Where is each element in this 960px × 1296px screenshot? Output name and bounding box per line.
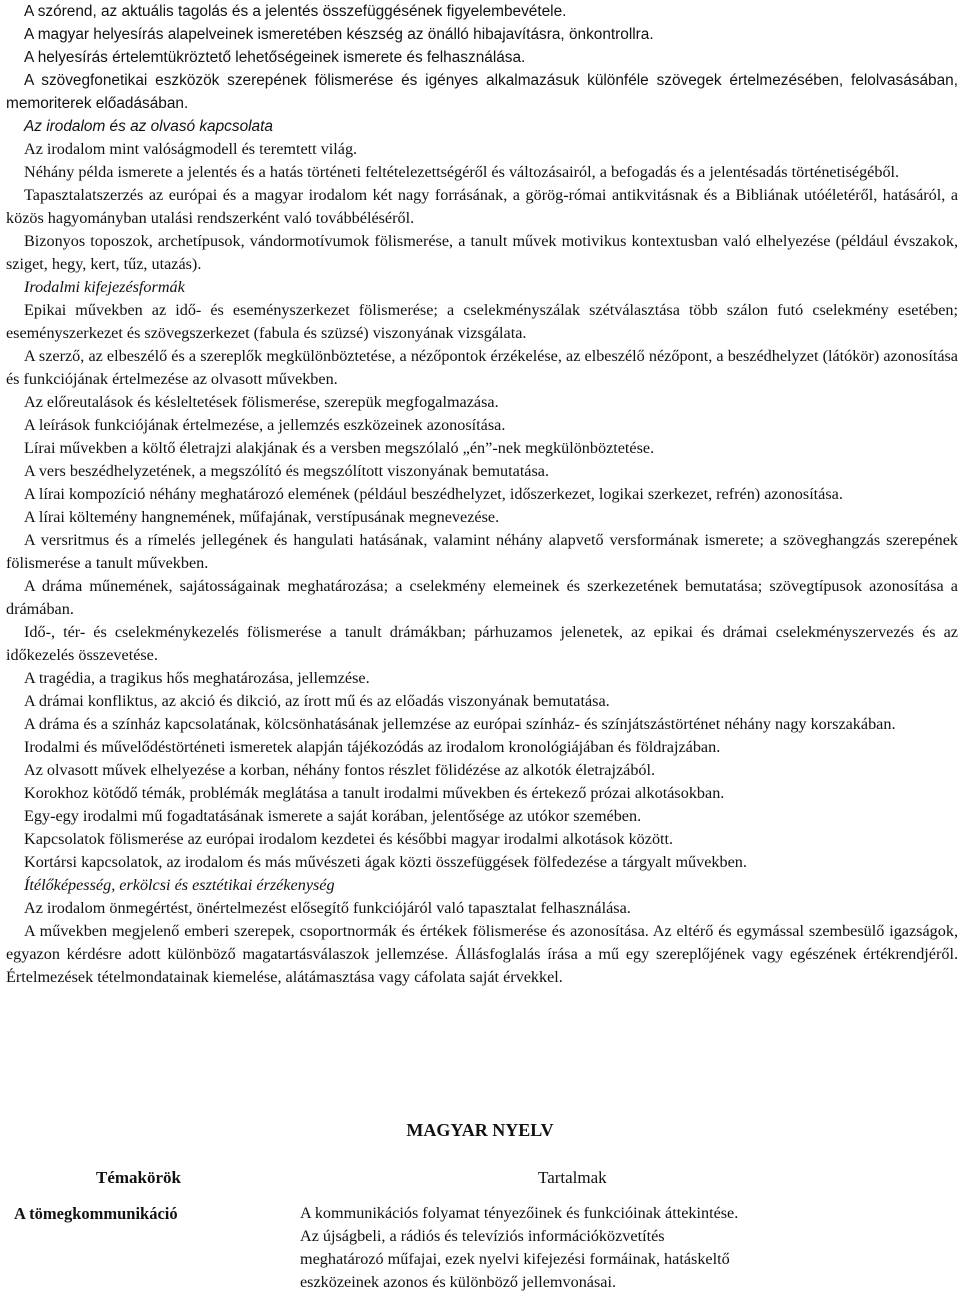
column-header-contents: Tartalmak (538, 1168, 607, 1187)
paragraph: Tapasztalatszerzés az európai és a magyar irodalom két nagy forrásának, a görög-római antikvitásnak és a Bibliának utóéletéről, hatásáról, a közös hagyományban utalási rendszerként való továbbéléséről. (6, 186, 958, 227)
paragraph: Az előreutalások és késleltetések fölismerése, szerepük megfogalmazása. (24, 393, 499, 411)
content-line: A kommunikációs folyamat tényezőinek és funkcióinak áttekintése. (300, 1204, 739, 1222)
paragraph: Epikai művekben az idő- és eseményszerkezet fölismerése; a cselekményszálak szétválasztása több szálon futó cselekmény esetében; eseményszerkezet és szövegszerkezet (fabula és szüzsé) viszonyának vizsgálata. (6, 301, 958, 342)
paragraph: Idő-, tér- és cselekménykezelés fölismerése a tanult drámákban; párhuzamos jelenetek, az epikai és drámai cselekményszervezés és az időkezelés összevetése. (6, 623, 958, 664)
paragraph: Az irodalom mint valóságmodell és teremtett világ. (24, 140, 358, 158)
paragraph: A helyesírás értelemtükröztető lehetőségeinek ismerete és felhasználása. (24, 49, 526, 66)
paragraph: A lírai kompozíció néhány meghatározó elemének (például beszédhelyzet, időszerkezet, logikai szerkezet, refrén) azonosítása. (24, 485, 843, 503)
paragraph: A szerző, az elbeszélő és a szereplők megkülönböztetése, a nézőpontok érzékelése, az elbeszélő nézőpont, a beszédhelyzet (látókör) azonosítása és funkciójának értelmezése az olvasott művekben. (6, 347, 958, 388)
paragraph: Az olvasott művek elhelyezése a korban, néhány fontos részlet fölidézése az alkotók életrajzából. (24, 761, 656, 779)
content-line: meghatározó műfajai, ezek nyelvi kifejezési formáinak, hatáskeltő (300, 1250, 730, 1268)
paragraph: A művekben megjelenő emberi szerepek, csoportnormák és értékek fölismerése és azonosítása. Az eltérő és egymással szembesülő igazságok, egyazon kérdésre adott különböző magatartásválaszok jellemzése. Állásfoglalás írása a mű egy szereplőjének vagy egészének értékrendjéről. Értelmezések tételmondatainak kiemelése, alátámasztása vagy cáfolata saját érvekkel. (6, 922, 958, 986)
paragraph: Néhány példa ismerete a jelentés és a hatás történeti feltételezettségéről és változásairól, a befogadás és a jelentésadás történetiségéből. (24, 163, 900, 181)
paragraph: Irodalmi és művelődéstörténeti ismeretek alapján tájékozódás az irodalom kronológiájában és földrajzában. (24, 738, 721, 756)
content-line: Az újságbeli, a rádiós és televíziós információközvetítés (300, 1227, 665, 1245)
section-subheading: Irodalmi kifejezésformák (24, 278, 185, 296)
topic-contents (300, 1202, 900, 1294)
paragraph: Korokhoz kötődő témák, problémák meglátása a tanult irodalmi művekben és értekező prózai alkotásokban. (24, 784, 725, 802)
paragraph: Egy-egy irodalmi mű fogadtatásának ismerete a saját korában, jelentősége az utókor szemében. (24, 807, 642, 825)
paragraph: Kortársi kapcsolatok, az irodalom és más művészeti ágak közti összefüggések fölfedezése a tárgyalt művekben. (24, 853, 747, 871)
column-header-topics: Témakörök (96, 1168, 181, 1187)
paragraph: A lírai költemény hangnemének, műfajának, verstípusának megnevezése. (24, 508, 500, 526)
paragraph: A vers beszédhelyzetének, a megszólító és megszólított viszonyának bemutatása. (24, 462, 550, 480)
paragraph: A dráma műnemének, sajátosságainak meghatározása; a cselekmény elemeinek és szerkezetének bemutatása; szövegtípusok azonosítása a drámában. (6, 577, 958, 618)
section-subheading: Ítélőképesség, erkölcsi és esztétikai érzékenység (24, 876, 335, 894)
section-title: MAGYAR NYELV (406, 1120, 554, 1140)
paragraph: A dráma és a színház kapcsolatának, kölcsönhatásának jellemzése az európai színház- és színjátszástörténet néhány nagy korszakában. (24, 715, 896, 733)
paragraph: A szövegfonetikai eszközök szerepének fölismerése és igényes alkalmazásuk különféle szövegek értelmezésében, felolvasásában, memoriterek előadásában. (6, 72, 958, 112)
paragraph: Bizonyos toposzok, archetípusok, vándormotívumok fölismerése, a tanult művek motivikus kontextusban való elhelyezése (például évszakok, sziget, hegy, kert, tűz, utazás). (6, 232, 958, 273)
paragraph: A leírások funkciójának értelmezése, a jellemzés eszközeinek azonosítása. (24, 416, 506, 434)
paragraph: Lírai művekben a költő életrajzi alakjának és a versben megszólaló „én”-nek megkülönböztetése. (24, 439, 655, 457)
paragraph: A magyar helyesírás alapelveinek ismeretében készség az önálló hibajavításra, önkontrollra. (24, 26, 654, 43)
paragraph: A drámai konfliktus, az akció és dikció, az írott mű és az előadás viszonyának bemutatása. (24, 692, 610, 710)
section-subheading: Az irodalom és az olvasó kapcsolata (24, 118, 273, 135)
topic-label: A tömegkommunikáció (14, 1204, 178, 1223)
document-body (6, 0, 958, 989)
content-line: eszközeinek azonos és különböző jellemvonásai. (300, 1273, 617, 1291)
paragraph: Az irodalom önmegértést, önértelmezést elősegítő funkciójáról való tapasztalat felhasználása. (24, 899, 631, 917)
paragraph: A tragédia, a tragikus hős meghatározása, jellemzése. (24, 669, 370, 687)
paragraph: A szórend, az aktuális tagolás és a jelentés összefüggésének figyelembevétele. (24, 3, 567, 20)
paragraph: A versritmus és a rímelés jellegének és hangulati hatásának, valamint néhány alapvető versformának ismerete; a szöveghangzás szerepének fölismerése a tanult művekben. (6, 531, 958, 572)
paragraph: Kapcsolatok fölismerése az európai irodalom kezdetei és későbbi magyar irodalmi alkotások között. (24, 830, 674, 848)
